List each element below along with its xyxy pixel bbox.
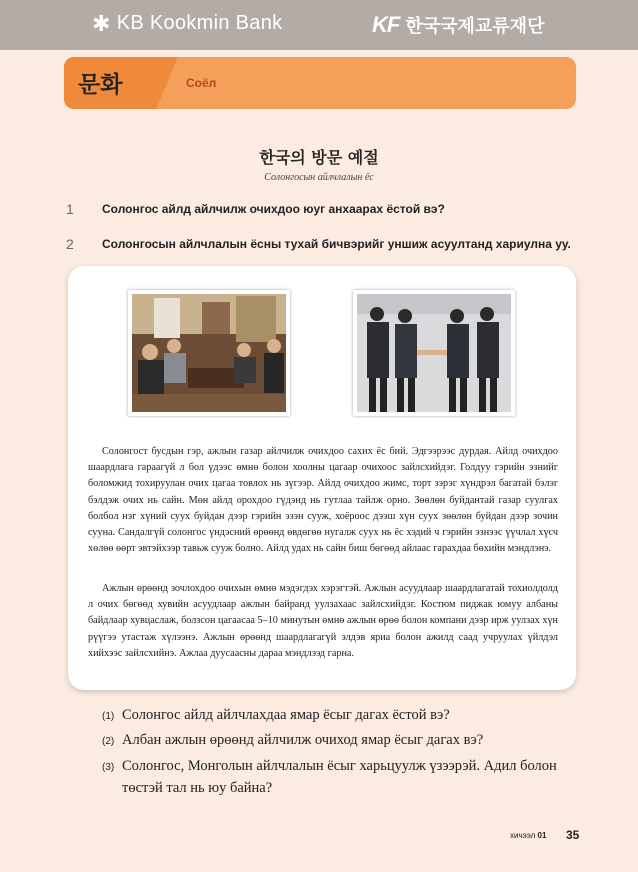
lesson-number: 01 [537, 831, 547, 840]
kf-logo [372, 12, 544, 38]
section-title: 문화 [78, 72, 123, 98]
business-handshake-photo [353, 290, 515, 416]
business-handshake-illustration [357, 294, 511, 412]
top-banner [0, 0, 638, 50]
reading-paragraph-1: Солонгост бусдын гэр, ажлын газар айлчилж очихдоо сахих ёс бий. Эдгээрээс дурдая. Айлд очихдоо шаардлага гараагүй л бол үдээс өмнө болон хоолны цагаар очихоос зайлсхийдэг. Голдуу гэрийн эзнийг боломжид тохируулан очих цагаа товлох нь зүгээр. Айлд очихдоо жимс, торт зэрэг хүндрэл багатай бэлэг бэлдэж очих нь сайн. Мөн айлд орохдоо гүдэнд нь гутлаа тайлж орно. Зөөлөн буйдантай газар суулгах болбол нэг хүний суух буйдан дээр гэрийн эзэн сууж, хоёроос дээш хүн суух зөөлөн буйдан дээр зочин сууна. Сандалгүй солонгос үндэсний өрөөнд өвдөгөө нугалж суух нь ёс хэдий ч гэрийн эзнээс үүчлал хүсч хөлөө өөрт эвтэйхээр тавьж сууж болно. Айлд удах нь сайн биш бөгөөд айлаас гарахдаа бөхийн мэндлэнэ. [88, 446, 558, 555]
family-visit-illustration [132, 294, 286, 412]
sub-question-text: Албан ажлын өрөөнд айлчилж очиход ямар ёсыг дагах вэ? [122, 732, 484, 748]
question-text: Солонгос айлд айлчилж очихдоо юуг анхаарах ёстой вэ? [102, 202, 445, 216]
sub-question-text: Солонгос, Монголын айлчлалын ёсыг харьцуулж үзээрэй. Адил болон төстэй тал нь юу байна? [122, 758, 557, 796]
kb-star-icon: ✱ [92, 10, 111, 36]
sub-question-number: (2) [102, 736, 115, 747]
page-subtitle: Солонгосын айлчлалын ёс [264, 172, 374, 183]
family-visit-photo [128, 290, 290, 416]
kb-logo [92, 12, 282, 35]
kf-mark: KF [372, 12, 400, 37]
reading-paragraph-2: Ажлын өрөөнд зочлохдоо очихын өмнө мэдэгдэх хэрэгтэй. Ажлын асуудлаар шаардлагатай тохиолдолд л очих бөгөөд хувийн асуудлаар ажлын байранд уулзахаас зайлсхийдэг. Костюм пиджак юмуу албаны байдлаар хувцаслаж, болзсон цагаасаа 5–10 минутын өмнө ажлын өрөө болон компани дээр ирж уулзах хүн рүүгээ утастаж хүлээнэ. Ажлын өрөөнд шаардлагагүй элдэв яриа болон ажилд саад учруулах үйлдэл хийхээс зайлсхийнэ. Ажлаа дуусаасны дараа мэндлээд гарна. [88, 583, 558, 659]
sub-question-text: Солонгос айлд айлчлахдаа ямар ёсыг дагах ёстой вэ? [122, 707, 450, 723]
question-text: Солонгосын айлчлалын ёсны тухай бичвэрийг уншиж асуултанд хариулна уу. [102, 237, 571, 251]
sub-question-number: (3) [102, 762, 115, 773]
lesson-label-text: хичээл [510, 831, 536, 840]
kf-logo-text: 한국국제교류재단 [405, 16, 545, 37]
section-subtitle: Соёл [186, 76, 217, 90]
lesson-label [510, 831, 546, 840]
question-number: 1 [66, 201, 74, 217]
question-number: 2 [66, 236, 74, 252]
sub-question-number: (1) [102, 711, 115, 722]
reading-card [68, 266, 576, 690]
page-number: 35 [566, 828, 580, 842]
kb-logo-text: KB Kookmin Bank [116, 12, 283, 34]
page-title: 한국의 방문 예절 [259, 148, 379, 167]
